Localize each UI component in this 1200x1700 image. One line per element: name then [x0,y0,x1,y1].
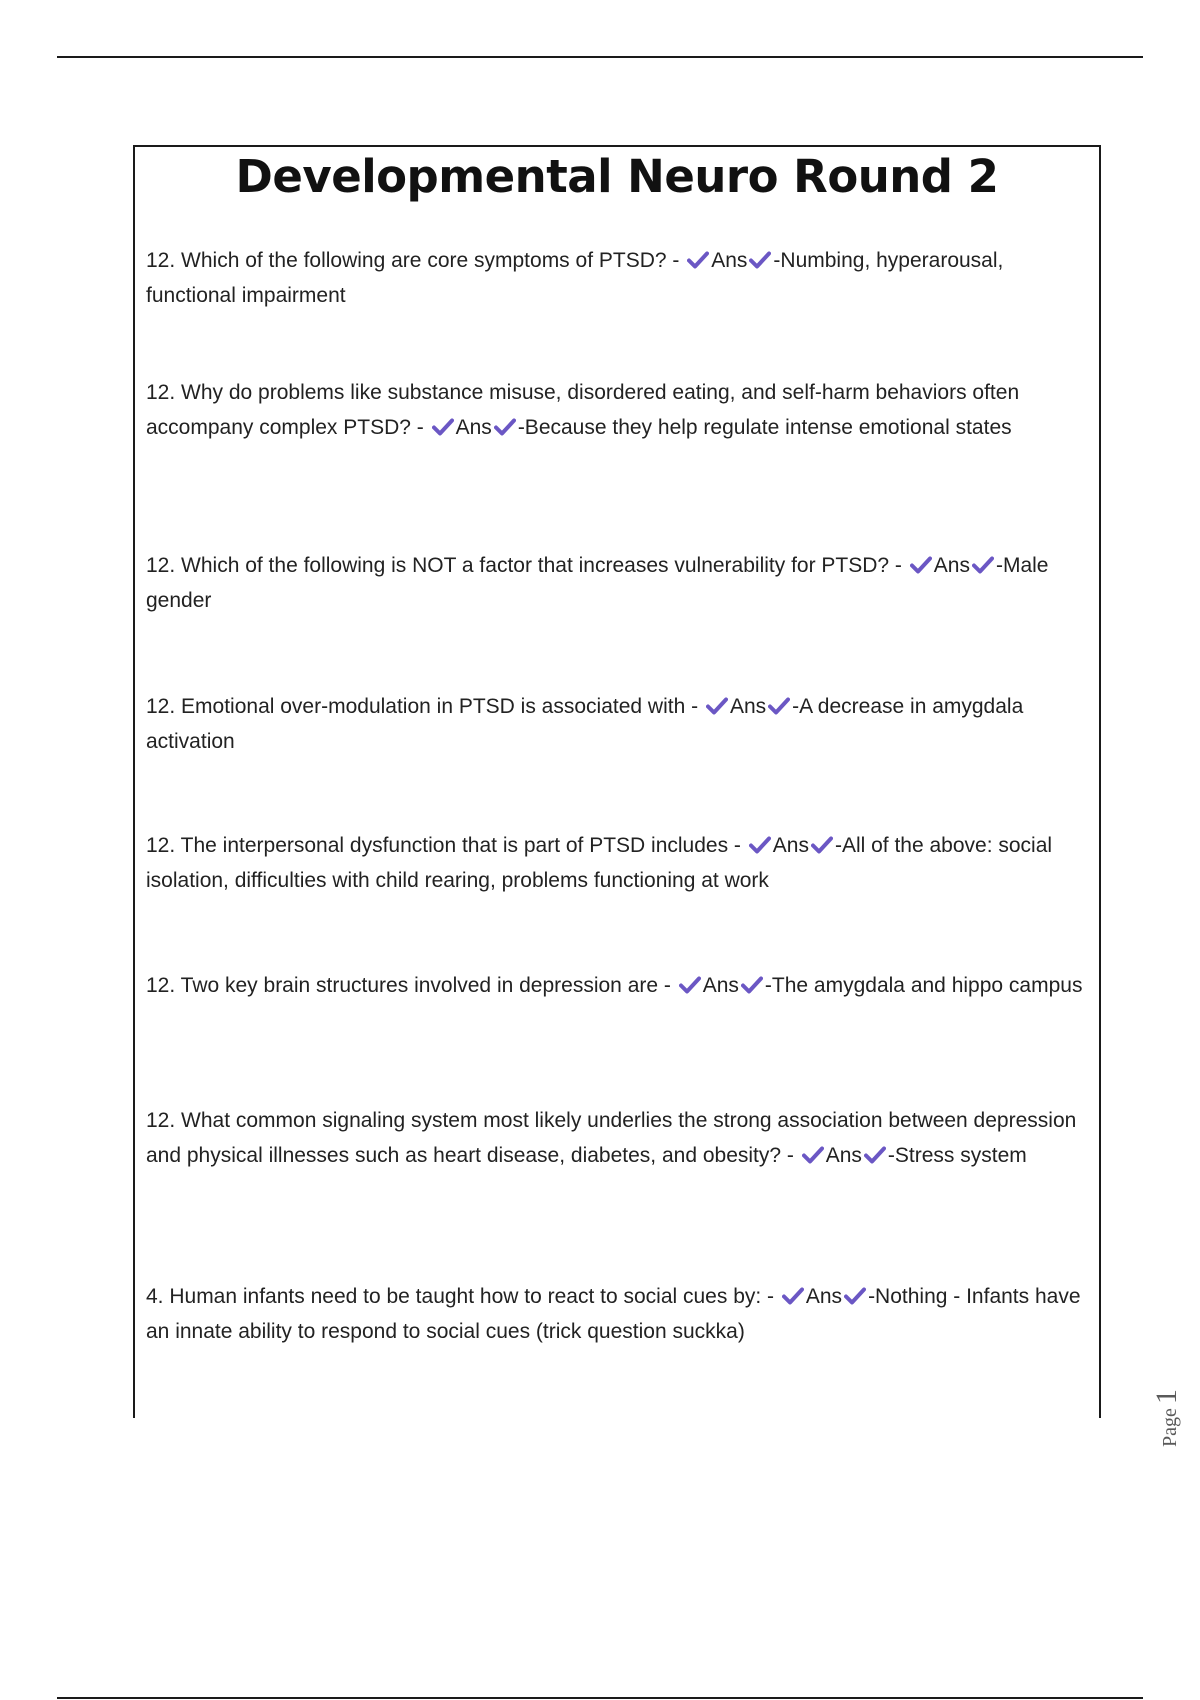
checkmark-icon [432,418,454,436]
qa-item [146,1103,1094,1173]
qa-item [146,243,1094,313]
checkmark-icon [844,1287,866,1305]
answer-text: -The amygdala and hippo campus [764,974,1083,997]
checkmark-icon [679,976,701,994]
answer-text: -Numbing, hyperarousal, functional impairment [146,249,1004,307]
question-text: 12. Emotional over-modulation in PTSD is associated with - [146,695,699,718]
bottom-rule [57,1697,1143,1699]
answer-text: -Stress system [887,1144,1027,1167]
answer-marker: Ans [455,416,492,439]
qa-item [146,828,1094,898]
checkmark-icon [972,556,994,574]
top-rule [57,56,1143,58]
checkmark-icon [864,1146,886,1164]
checkmark-icon [749,836,771,854]
answer-text: -All of the above: social isolation, difficulties with child rearing, problems functioning at work [146,834,1053,892]
qa-item [146,548,1094,618]
qa-item [146,689,1094,759]
checkmark-icon [687,251,709,269]
answer-marker: Ans [805,1285,843,1308]
qa-item [146,968,1094,1003]
answer-text: -Male gender [146,554,1049,612]
answer-marker: Ans [729,695,767,718]
checkmark-icon [706,697,728,715]
document-title: Developmental Neuro Round 2 [235,150,999,203]
checkmark-icon [811,836,833,854]
checkmark-icon [494,418,516,436]
answer-marker: Ans [825,1144,862,1167]
checkmark-icon [749,251,771,269]
content-frame [133,145,1101,1418]
checkmark-icon [910,556,932,574]
question-text: 4. Human infants need to be taught how to react to social cues by: - [146,1285,775,1308]
checkmark-icon [768,697,790,715]
qa-item [146,375,1094,445]
qa-item [146,1279,1094,1349]
question-text: 12. Why do problems like substance misuse, disordered eating, and self-harm behaviors often accompany complex PTSD? - [146,381,1020,439]
checkmark-icon [741,976,763,994]
answer-marker: Ans [711,249,748,272]
checkmark-icon [782,1287,804,1305]
question-text: 12. Two key brain structures involved in depression are - [146,974,671,997]
page-number-label [1150,1389,1184,1447]
question-text: 12. The interpersonal dysfunction that is part of PTSD includes - [146,834,741,857]
answer-marker: Ans [933,554,970,577]
page-number: 1 [1150,1389,1183,1405]
page-word: Page [1159,1408,1181,1447]
answer-text: -A decrease in amygdala activation [146,695,1024,753]
question-text: 12. Which of the following are core symptoms of PTSD? - [146,249,680,272]
question-text: 12. What common signaling system most likely underlies the strong association between depression and physical illnesses such as heart disease, diabetes, and obesity? - [146,1109,1077,1167]
answer-text: -Nothing - Infants have an innate ability to respond to social cues (trick question suckka) [146,1285,1081,1343]
question-text: 12. Which of the following is NOT a factor that increases vulnerability for PTSD? - [146,554,902,577]
checkmark-icon [802,1146,824,1164]
answer-text: -Because they help regulate intense emotional states [517,416,1012,439]
answer-marker: Ans [702,974,739,997]
answer-marker: Ans [772,834,809,857]
